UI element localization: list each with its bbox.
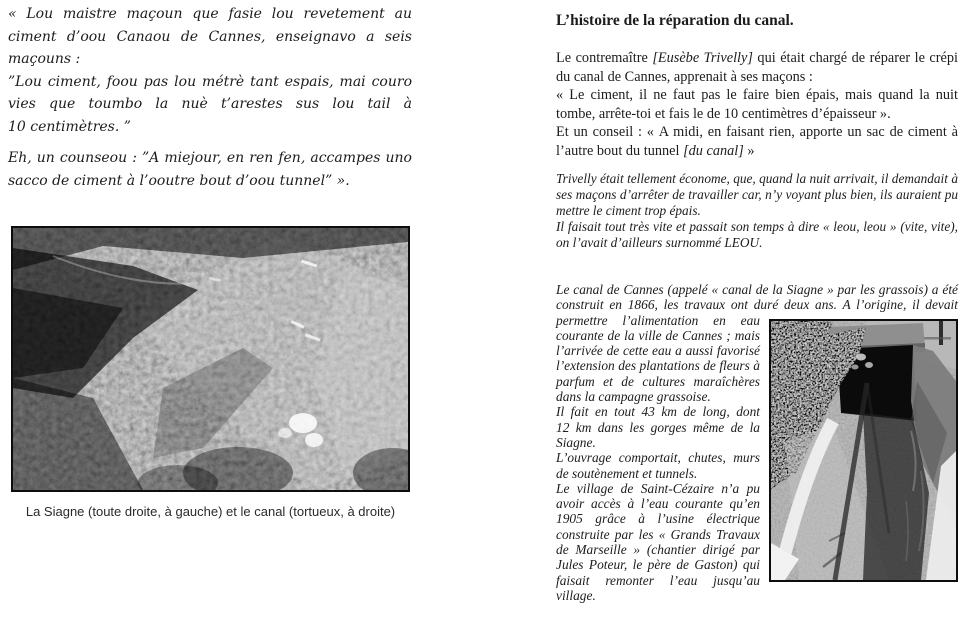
canal-tunnel-photo	[769, 319, 958, 582]
intro-paragraph-2: « Le ciment, il ne faut pas le faire bien épais, mais quand la nuit tombe, arrête-toi et fais le de 10 centimètres d’épaisseur ».	[556, 87, 958, 122]
intro-paragraph-3	[556, 123, 958, 160]
occitan-paragraph-3: Eh, un counseou : ”A miejour, en ren fen, accampes uno sacco de ciment à l’ooutre bout d’oou tunnel” ».	[8, 150, 412, 189]
canal-history-block	[556, 282, 958, 603]
canal-paragraph-2: Il fait en tout 43 km de long, dont 12 km dans les gorges même de la Siagne.	[556, 404, 760, 450]
canal-paragraph-1: Le canal de Cannes (appelé « canal de la Siagne » par les grassois) a été construit en 1866, les travaux ont duré deux ans. A l’origine, il devait permettre l’alimentation en eau courante de la ville de Cannes ; mais l’arrivée de cette eau a aussi favorisé l’extension des plantations de fleurs à parfum et de cultures maraîchères dans la campagne grassoise.	[556, 282, 958, 405]
intro-block	[556, 49, 958, 161]
canal-tunnel-photo-svg	[771, 321, 956, 580]
intro-p3-emphasis: [du canal]	[683, 142, 744, 159]
occitan-paragraph-1: « Lou maistre maçoun que fasie lou revetement au ciment d’oou Canaou de Cannes, enseignavo a seis maçouns :	[8, 6, 412, 67]
siagne-aerial-photo-svg	[13, 228, 408, 490]
intro-p1-text-after: qui était chargé de réparer le crépi du canal de Cannes, apprenait à ses maçons :	[556, 50, 958, 85]
anecdote-note-block	[556, 171, 958, 251]
siagne-aerial-photo	[11, 226, 410, 492]
note-paragraph-1: Trivelly était tellement économe, que, quand la nuit arrivait, il demandait à ses maçons d’arrêter de travailler car, n’y voyant plus bien, ils auraient pu mettre le ciment trop épais.	[556, 171, 958, 218]
siagne-photo-caption: La Siagne (toute droite, à gauche) et le canal (tortueux, à droite)	[25, 504, 396, 519]
siagne-photo-figure	[11, 226, 410, 519]
intro-paragraph-1	[556, 49, 958, 86]
canal-photo-float	[769, 282, 958, 582]
intro-p1-emphasis: [Eusèbe Trivelly]	[652, 50, 753, 66]
canal-paragraph-3: L’ouvrage comportait, chutes, murs de soutènement et tunnels.	[556, 450, 760, 481]
intro-p3-text-after: »	[743, 142, 755, 159]
page-title: L’histoire de la réparation du canal.	[556, 12, 794, 29]
occitan-quote-block	[8, 3, 412, 192]
note-paragraph-2: Il faisait tout très vite et passait son temps à dire « leou, leou » (vite, vite), on l’avait d’ailleurs surnommé LEOU.	[556, 219, 958, 250]
occitan-paragraph-2: ”Lou ciment, foou pas lou métrè tant espais, mai couro vies que toumbo la nuè t’arestes sus lou tail à 10 centimètres. ”	[8, 73, 412, 135]
intro-p3-text: Et un conseil : « A midi, en faisant rien, apporte un sac de ciment à l’autre bout du tunnel	[556, 124, 958, 159]
canal-paragraph-4: Le village de Saint-Cézaire n’a pu avoir accès à l’eau courante qu’en 1905 grâce à l’usine électrique construite par les « Grands Travaux de Marseille » (chantier dirigé par Jules Poteur, le père de Gaston) qui faisait remonter l’eau jusqu’au village.	[556, 480, 760, 603]
intro-p1-text: Le contremaître	[556, 50, 653, 66]
